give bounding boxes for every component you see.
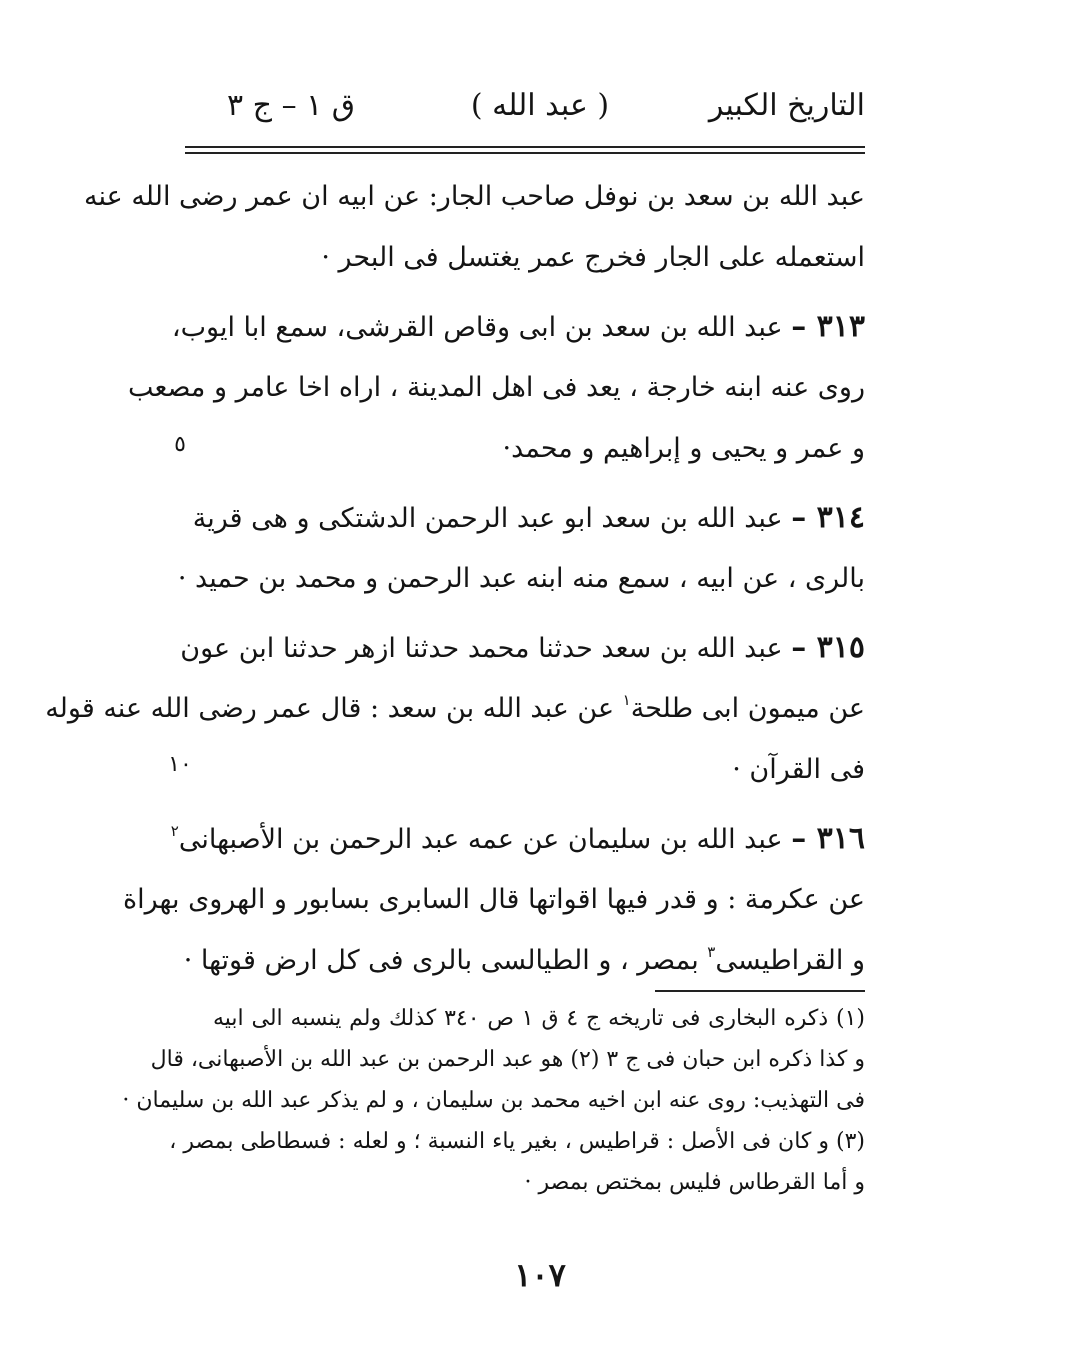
paragraph-gap	[213, 288, 865, 296]
line-text-continued: بمصر ، و الطيالسى بالرى فى كل ارض قوتها ·	[183, 945, 708, 976]
line-text: عبد الله بن سليمان عن عمه عبد الرحمن بن الأصبهانى	[178, 824, 792, 855]
entry-number: ٣١٦ –	[791, 821, 865, 856]
footnote-marker: ٣	[707, 943, 716, 961]
text-line	[123, 869, 865, 930]
footnote-line: و كذا ذكره ابن حبان فى ج ٣ (٢) هو عبد الرحمن بن عبد الله بن الأصبهانى، قال	[150, 1047, 865, 1072]
line-text: عبد الله بن سعد بن نوفل صاحب الجار: عن ابيه ان عمر رضى الله عنه	[84, 181, 865, 212]
line-text: استعمله على الجار فخرج عمر يغتسل فى البحر ·	[321, 242, 865, 273]
text-line	[213, 418, 865, 479]
line-text: بالرى ، عن ابيه ، سمع منه ابنه عبد الرحمن و محمد بن حميد ·	[177, 563, 865, 594]
paragraph-gap	[213, 800, 865, 808]
line-text: عن ميمون ابى طلحة	[630, 693, 865, 724]
header-double-rule	[185, 146, 865, 154]
footnote-line: فى التهذيب: روى عنه ابن اخيه محمد بن سليمان ، و لم يذكر عبد الله بن سليمان ·	[122, 1088, 865, 1113]
text-line	[213, 227, 865, 288]
text-line	[177, 548, 865, 609]
entry-number: ٣١٤ –	[791, 500, 865, 535]
line-text: فى القرآن ·	[732, 754, 865, 785]
paragraph-gap	[213, 479, 865, 487]
line-text: عبد الله بن سعد بن ابى وقاص القرشى، سمع ابا ايوب،	[171, 312, 792, 343]
entry-first-line	[170, 808, 865, 869]
line-text: روى عنه ابنه خارجة ، يعد فى اهل المدينة ، اراه اخا عامر و مصعب	[127, 372, 865, 403]
footnote-line: و أما القرطاس فليس بمختص بمصر ·	[524, 1170, 865, 1195]
paragraph-gap	[213, 609, 865, 617]
line-text: عبد الله بن سعد حدثنا محمد حدثنا ازهر حدثنا ابن عون	[180, 633, 792, 664]
text-line	[84, 166, 865, 227]
footnote-line: (٣) و كان فى الأصل : قراطيس ، بغير ياء النسبة ؛ و لعله : فسطاطى بمصر ،	[169, 1129, 865, 1154]
text-line	[127, 357, 865, 418]
footnote-marker: ١	[622, 691, 631, 709]
line-text: عن عكرمة : و قدر فيها اقواتها قال السابرى بسابور و الهروى بهراة	[123, 884, 865, 915]
running-header	[215, 80, 865, 132]
book-title: التاريخ الكبير	[708, 88, 865, 123]
line-text-continued: عن عبد الله بن سعد : قال عمر رضى الله عنه قوله	[45, 693, 623, 724]
footnote-rule	[655, 990, 865, 992]
entry-number: ٣١٥ –	[791, 630, 865, 665]
entry-number: ٣١٣ –	[791, 309, 865, 344]
line-text: و القراطيسى	[715, 945, 865, 976]
section-title: ( عبد الله )	[470, 88, 610, 123]
margin-line-number-10: ١٠	[168, 752, 192, 777]
entry-first-line	[171, 296, 865, 357]
text-line	[45, 678, 865, 739]
text-line	[183, 930, 865, 991]
text-line	[213, 739, 865, 800]
footnote-marker: ٢	[170, 822, 179, 840]
footnote-line: (١) ذكره البخارى فى تاريخه ج ٤ ق ١ ص ٣٤٠ كذلك ولم ينسبه الى ابيه	[213, 1006, 865, 1031]
page-number: ١٠٧	[514, 1256, 566, 1294]
line-text: و عمر و يحيى و إبراهيم و محمد·	[502, 433, 865, 464]
line-text: عبد الله بن سعد ابو عبد الرحمن الدشتكى و هى قرية	[192, 503, 792, 534]
volume-label: ق ١ – ج ٣	[227, 88, 356, 123]
footnotes	[122, 998, 865, 1203]
margin-line-number-5: ٥	[174, 432, 186, 457]
entry-first-line	[192, 487, 865, 548]
entry-first-line	[180, 617, 865, 678]
